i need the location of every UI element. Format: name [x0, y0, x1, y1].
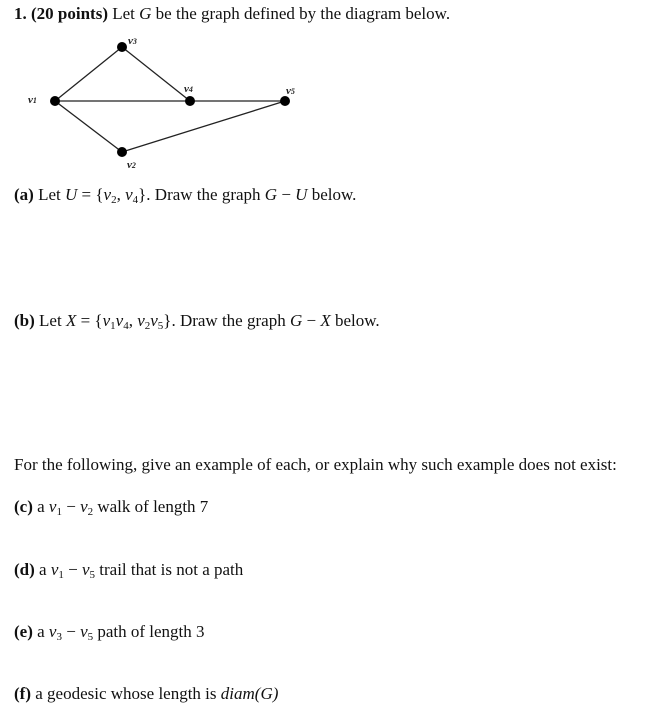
- part-c-article: a: [37, 497, 45, 516]
- vertex-label-v4: v4: [184, 83, 193, 95]
- part-d: (d) a $v_1 - v_5$ trail that is not a path: [14, 560, 244, 581]
- part-c: (c) a $v_1 - v_2$ walk of length 7: [14, 497, 209, 518]
- problem-number: 1.: [14, 4, 27, 23]
- part-d-label: (d): [14, 560, 35, 579]
- part-e-article: a: [37, 622, 45, 641]
- instructions: For the following, give an example of each, or explain why such example does not exist:: [14, 455, 617, 474]
- part-f-text: a geodesic whose length is: [35, 684, 217, 703]
- part-f-label: (f): [14, 684, 31, 703]
- part-e: (e) a $v_3 - v_5$ path of length 3: [14, 622, 205, 643]
- vertex-label-v1: v1: [28, 94, 37, 106]
- part-b-set: X: [65, 311, 77, 330]
- part-a-post: below.: [311, 185, 357, 204]
- part-a: [14, 185, 356, 206]
- part-a-expr-set: U: [295, 185, 308, 204]
- part-a-label: (a): [14, 185, 34, 204]
- part-c-text: walk of length 7: [97, 497, 209, 516]
- intro-text-b: be the graph defined by the diagram below.: [155, 4, 451, 23]
- part-a-pre: Let: [38, 185, 61, 204]
- part-a-set-expr: {$v_2$, $v_4$}.: [95, 185, 151, 206]
- vertex-v3: [117, 42, 127, 52]
- part-b: [14, 311, 380, 332]
- part-f: [14, 684, 278, 704]
- graph-diagram: [0, 0, 667, 180]
- part-b-post: below.: [334, 311, 380, 330]
- edge-v2-v5: [122, 101, 285, 152]
- part-b-eq: =: [80, 311, 91, 330]
- part-b-minus: −: [306, 311, 317, 330]
- problem-points: (20 points): [31, 4, 108, 23]
- vertex-v2: [117, 147, 127, 157]
- part-b-expr-set: X: [320, 311, 331, 330]
- part-a-set: U: [64, 185, 78, 204]
- part-e-label: (e): [14, 622, 33, 641]
- edge-v1-v2: [55, 101, 122, 152]
- edge-v1-v3: [55, 47, 122, 101]
- part-a-graph: G: [264, 185, 278, 204]
- part-b-mid: Draw the graph: [179, 311, 286, 330]
- part-c-label: (c): [14, 497, 33, 516]
- part-a-mid: Draw the graph: [154, 185, 261, 204]
- part-d-text: trail that is not a path: [99, 560, 244, 579]
- edge-v3-v4: [122, 47, 190, 101]
- vertex-v4: [185, 96, 195, 106]
- part-a-eq: =: [81, 185, 92, 204]
- part-e-text: path of length 3: [97, 622, 205, 641]
- part-b-label: (b): [14, 311, 35, 330]
- part-d-article: a: [39, 560, 47, 579]
- part-b-set-expr: {$v_1v_4$, $v_2v_5$}.: [94, 311, 176, 332]
- intro-var: G: [139, 4, 152, 23]
- part-a-minus: −: [281, 185, 291, 204]
- vertex-label-v5: v5: [286, 85, 295, 97]
- vertex-label-v2: v2: [127, 159, 136, 171]
- vertex-v1: [50, 96, 60, 106]
- vertex-label-v3: v3: [128, 35, 137, 47]
- part-f-expr: diam(G): [220, 684, 279, 703]
- vertex-v5: [280, 96, 290, 106]
- intro-text-a: Let: [112, 4, 135, 23]
- part-b-graph: G: [289, 311, 303, 330]
- part-b-pre: Let: [39, 311, 62, 330]
